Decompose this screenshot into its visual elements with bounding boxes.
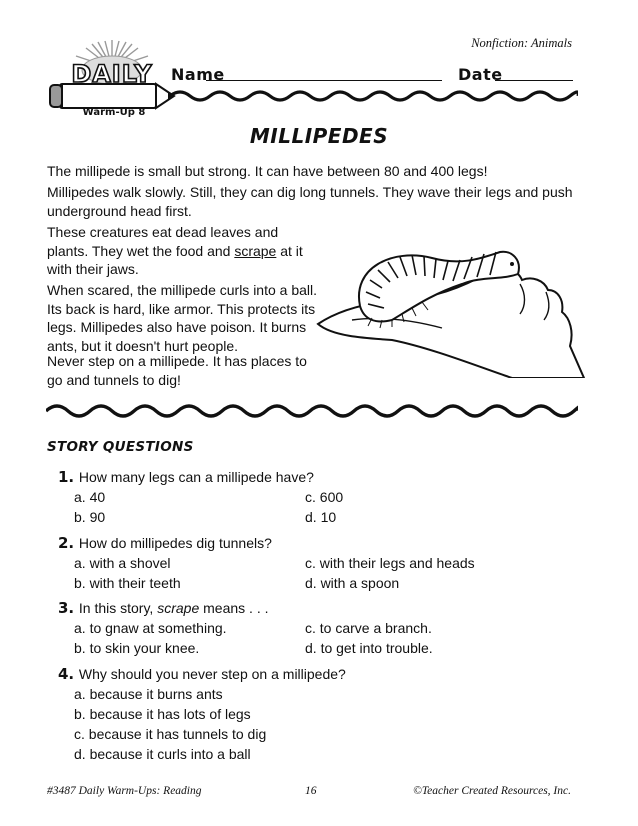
story-paragraph-3-end: at it with their jaws. xyxy=(47,242,303,277)
story-paragraph-1: The millipede is small but strong. It can have between 80 and 400 legs! xyxy=(47,163,488,179)
answer-option-b[interactable]: b. because it has lots of legs xyxy=(74,706,251,722)
name-label: Name xyxy=(171,65,225,84)
date-field[interactable] xyxy=(495,80,573,81)
answer-option-d[interactable]: d. to get into trouble. xyxy=(305,640,433,656)
answer-option-d[interactable]: d. because it curls into a ball xyxy=(74,746,251,762)
answer-option-a[interactable]: a. because it burns ants xyxy=(74,686,223,702)
page-title: MILLIPEDES xyxy=(249,124,389,148)
question-number: 2. xyxy=(58,534,75,552)
question-vocab-word: scrape xyxy=(157,600,200,616)
millipede-in-hand-illustration xyxy=(312,228,592,378)
story-paragraph-3-start: These creatures eat dead leaves and plants. They wet the food and xyxy=(47,224,279,259)
answer-option-d[interactable]: d. 10 xyxy=(305,509,337,525)
answer-option-c[interactable]: c. with their legs and heads xyxy=(305,555,475,571)
question-1 xyxy=(58,467,618,525)
answer-option-c[interactable]: c. 600 xyxy=(305,489,344,505)
story-paragraph-4: When scared, the millipede curls into a ball. Its back is hard, like armor. This protects its legs. Millipedes also have poison. It burns ants, but it doesn't hurt people. xyxy=(47,282,318,354)
story-questions-heading: STORY QUESTIONS xyxy=(47,439,194,455)
category-label: Nonfiction: Animals xyxy=(471,36,572,50)
answer-option-a[interactable]: a. with a shovel xyxy=(74,555,171,571)
answer-option-a[interactable]: a. 40 xyxy=(74,489,106,505)
header-wave-divider xyxy=(170,88,578,104)
question-text: Why should you never step on a millipede? xyxy=(78,666,346,682)
question-4 xyxy=(58,664,618,762)
answer-option-a[interactable]: a. to gnaw at something. xyxy=(74,620,227,636)
question-text-end: means . . . xyxy=(199,600,269,616)
story-paragraph-2: Millipedes walk slowly. Still, they can dig long tunnels. They wave their legs and push underground head first. xyxy=(47,184,573,219)
answer-option-c[interactable]: c. to carve a branch. xyxy=(305,620,432,636)
name-field[interactable] xyxy=(206,80,442,81)
footer-copyright: ©Teacher Created Resources, Inc. xyxy=(413,785,571,797)
question-3 xyxy=(58,598,618,656)
story-paragraph-5: Never step on a millipede. It has places to go and tunnels to dig! xyxy=(47,353,307,388)
answer-option-d[interactable]: d. with a spoon xyxy=(305,575,400,591)
date-label: Date xyxy=(458,65,503,84)
logo-subtitle: Warm-Up 8 xyxy=(82,107,146,118)
footer-book-title: #3487 Daily Warm-Ups: Reading xyxy=(47,785,202,797)
answer-option-c[interactable]: c. because it has tunnels to dig xyxy=(74,726,267,742)
answer-option-b[interactable]: b. 90 xyxy=(74,509,106,525)
footer-page-number: 16 xyxy=(305,785,317,797)
answer-option-b[interactable]: b. to skin your knee. xyxy=(74,640,200,656)
section-wave-divider xyxy=(46,400,578,422)
question-number: 4. xyxy=(58,665,75,683)
question-number: 1. xyxy=(58,468,75,486)
logo-word: DAILY xyxy=(71,60,153,88)
daily-warm-up-logo xyxy=(46,38,178,120)
question-text-start: In this story, xyxy=(78,600,158,616)
question-number: 3. xyxy=(58,599,75,617)
answer-option-b[interactable]: b. with their teeth xyxy=(74,575,181,591)
question-text: How many legs can a millipede have? xyxy=(78,469,314,485)
question-2 xyxy=(58,533,618,591)
vocab-word-scrape: scrape xyxy=(234,242,277,259)
story-paragraph-3 xyxy=(47,223,307,279)
question-text: How do millipedes dig tunnels? xyxy=(78,535,272,551)
